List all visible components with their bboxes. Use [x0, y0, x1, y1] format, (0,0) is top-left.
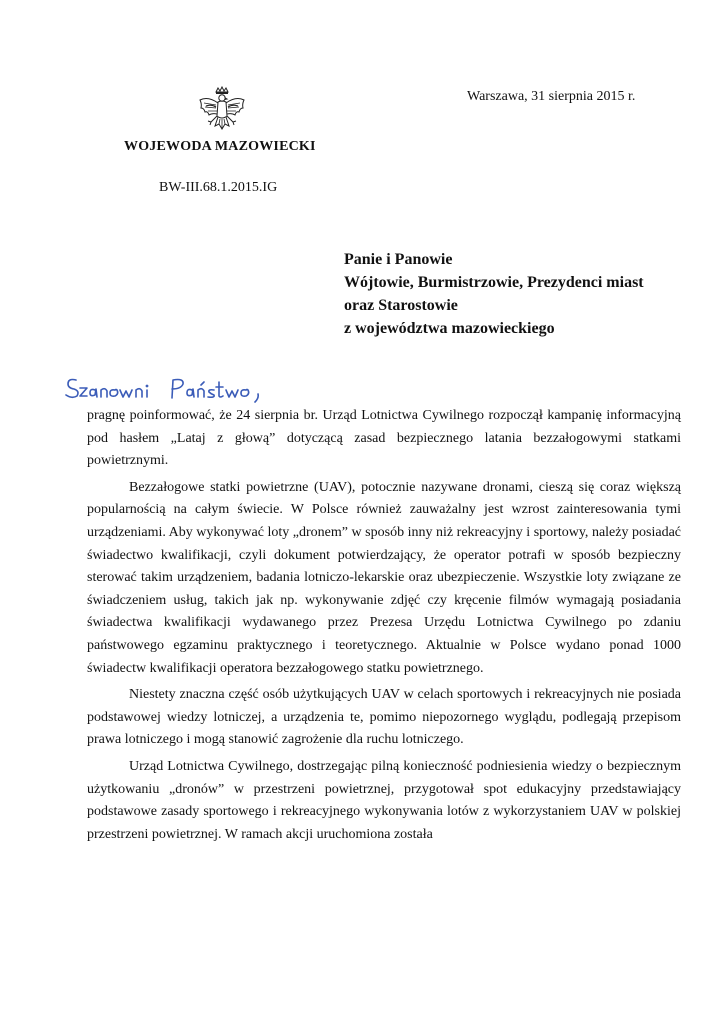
white-eagle-emblem-icon: [196, 86, 248, 140]
body-paragraph: pragnę poinformować, że 24 sierpnia br. Urząd Lotnictwa Cywilnego rozpoczął kampanię informacyjną pod hasłem „Lataj z głową” dotyczącą zasad bezpiecznego latania bezzałogowymi statkami powietrznymi.: [87, 408, 681, 469]
body-paragraph: Urząd Lotnictwa Cywilnego, dostrzegając pilną konieczność podniesienia wiedzy o bezpiecznym użytkowaniu „dronów” w przestrzeni powietrznej, przygotował spot edukacyjny przedstawiający podstawowe zasady sportowego i rekreacyjnego wykonywania lotów z wykorzystaniem UAV w polskiej przestrzeni powietrznej. W ramach akcji uruchomiona została: [87, 758, 681, 842]
addressee-line: oraz Starostowie: [344, 297, 458, 314]
office-title: WOJEWODA MAZOWIECKI: [124, 139, 316, 154]
reference-number: BW-III.68.1.2015.IG: [159, 180, 278, 195]
place-date: Warszawa, 31 sierpnia 2015 r.: [467, 89, 636, 104]
addressee-line: Panie i Panowie: [344, 251, 453, 268]
addressee-line: Wójtowie, Burmistrzowie, Prezydenci miast: [344, 274, 644, 291]
addressee-block: [344, 248, 644, 340]
body-paragraph: Niestety znaczna część osób użytkujących UAV w celach sportowych i rekreacyjnych nie posiada podstawowej wiedzy lotniczej, a urządzenia te, pomimo niepozornego wyglądu, podlegają przepisom prawa lotniczego i mogą stanowić zagrożenie dla ruchu lotniczego.: [87, 687, 681, 748]
handwritten-salutation: [62, 368, 282, 408]
letter-body: [87, 405, 681, 850]
body-paragraph: Bezzałogowe statki powietrzne (UAV), potocznie nazywane dronami, cieszą się coraz większą popularnością na całym świecie. W Polsce również zauważalny jest wzrost zainteresowania tymi urządzeniami. Aby wykonywać loty „dronem” w sposób inny niż rekreacyjny i sportowy, należy posiadać świadectwo kwalifikacji, czyli dokument potwierdzający, że operator potrafi w sposób bezpieczny sterować takim urządzeniem, badania lotniczo-lekarskie oraz ubezpieczenie. Wszystkie loty związane ze świadczeniem usług, takich jak np. wykonywanie zdjęć czy kręcenie filmów wymagają posiadania świadectwa kwalifikacji wydawanego przez Prezesa Urzędu Lotnictwa Cywilnego po zdaniu państwowego egzaminu praktycznego i teoretycznego. Aktualnie w Polsce wydano ponad 1000 świadectw kwalifikacji operatora bezzałogowego statku powietrznego.: [87, 479, 681, 676]
addressee-line: z województwa mazowieckiego: [344, 320, 555, 337]
